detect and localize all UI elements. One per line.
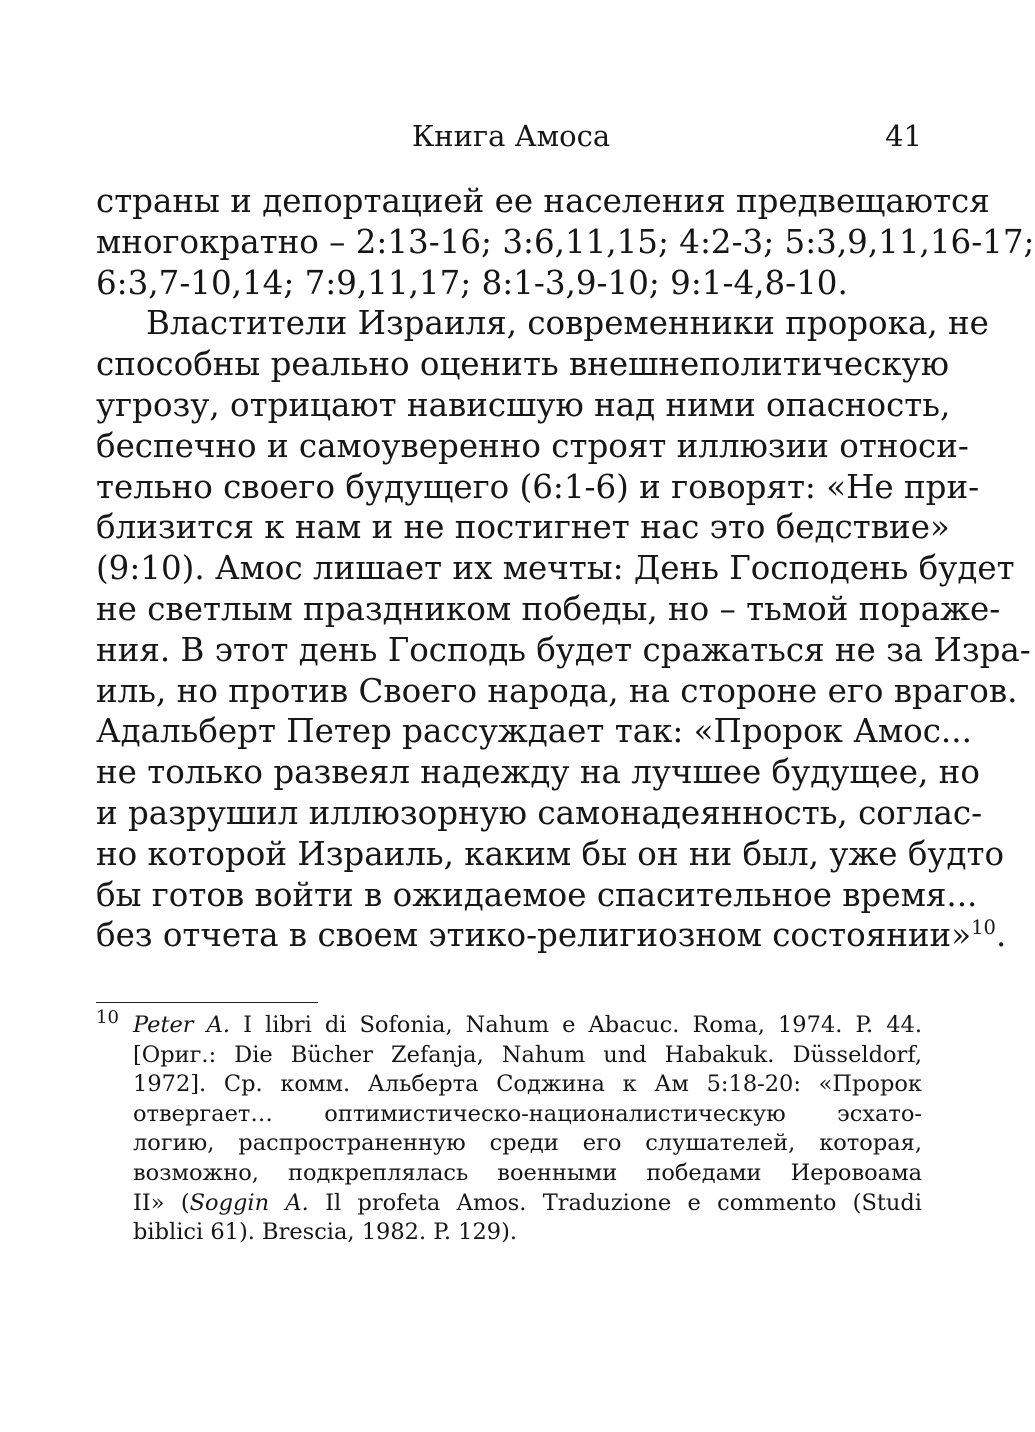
footnote-author: Soggin A. bbox=[189, 1189, 309, 1216]
text-line: 6:3,7-10,14; 7:9,11,17; 8:1-3,9-10; 9:1-4,8-10. bbox=[96, 263, 848, 302]
footnote-text: II» ( bbox=[133, 1189, 190, 1216]
footnote-citation: Il profeta Amos. Traduzione e commento (Studi bbox=[308, 1189, 923, 1216]
text-line: тельно своего будущего (6:1-6) и говорят: «Не при- bbox=[96, 467, 980, 506]
footnote-body bbox=[133, 1011, 922, 1248]
text-line: Адальберт Петер рассуждает так: «Пророк Амос... bbox=[96, 712, 972, 751]
footnote-marker: 10 bbox=[96, 1007, 119, 1028]
text-line-final: без отчета в своем этико-религиозном состоянии»$^{10}$. bbox=[96, 916, 1007, 955]
running-title: Книга Амоса bbox=[411, 119, 611, 153]
footnote-reference[interactable]: 10 bbox=[971, 916, 996, 940]
text-line: иль, но против Своего народа, на стороне его врагов. bbox=[96, 671, 1018, 710]
running-head bbox=[96, 112, 926, 160]
text-line: ния. В этот день Господь будет сражаться не за Изра- bbox=[96, 630, 1031, 669]
text-line: не светлым праздником победы, но – тьмой пораже- bbox=[96, 589, 1001, 628]
footnote-separator bbox=[96, 1002, 318, 1003]
text-line: (9:10). Амос лишает их мечты: День Господень будет bbox=[96, 549, 1015, 588]
footnote-citation: I libri di Sofonia, Nahum e Abacuc. Roma, 1974. P. 44. bbox=[230, 1012, 922, 1038]
footnote-line bbox=[133, 1011, 922, 1041]
footnote-line: отвергает… оптимистическо-националистическую эсхато- bbox=[133, 1100, 922, 1127]
text-line: многократно – 2:13-16; 3:6,11,15; 4:2-3; 5:3,9,11,16-17; bbox=[96, 222, 1035, 261]
text-line-content: без отчета в своем этико-религиозном состоянии» bbox=[96, 916, 972, 955]
text-line: угрозу, отрицают нависшую над ними опасность, bbox=[96, 385, 951, 424]
main-text bbox=[96, 181, 1035, 956]
footnote-line: [Ориг.: Die Bücher Zefanja, Nahum und Habakuk. Düsseldorf, bbox=[133, 1041, 922, 1068]
text-line: не только развеял надежду на лучшее будущее, но bbox=[96, 753, 980, 792]
footnote-line: 1972]. Ср. комм. Альберта Соджина к Ам 5:18-20: «Пророк bbox=[133, 1071, 922, 1098]
footnote-author: Peter A. bbox=[133, 1012, 231, 1038]
text-line: но которой Израиль, каким бы он ни был, уже будто bbox=[96, 834, 1005, 873]
text-line: бы готов войти в ожидаемое спасительное время... bbox=[96, 875, 978, 914]
text-line: близится к нам и не постигнет нас это бедствие» bbox=[96, 508, 950, 547]
footnote-line: логию, распространенную среди его слушателей, которая, bbox=[133, 1130, 922, 1157]
text-line: беспечно и самоуверенно строят иллюзии относи- bbox=[96, 426, 969, 465]
text-line: и разрушил иллюзорную самонадеянность, соглас- bbox=[96, 793, 983, 832]
text-line: Властители Израиля, современники пророка, не bbox=[146, 304, 989, 343]
footnote-line bbox=[133, 1189, 922, 1219]
page-number: 41 bbox=[885, 119, 922, 153]
text-line: способны реально оценить внешнеполитическую bbox=[96, 345, 950, 384]
footnote-line: возможно, подкреплялась военными победами Иеровоама bbox=[133, 1159, 922, 1186]
footnote-line: biblici 61). Brescia, 1982. P. 129). bbox=[133, 1219, 518, 1246]
text-line: страны и депортацией ее населения предвещаются bbox=[96, 182, 990, 220]
